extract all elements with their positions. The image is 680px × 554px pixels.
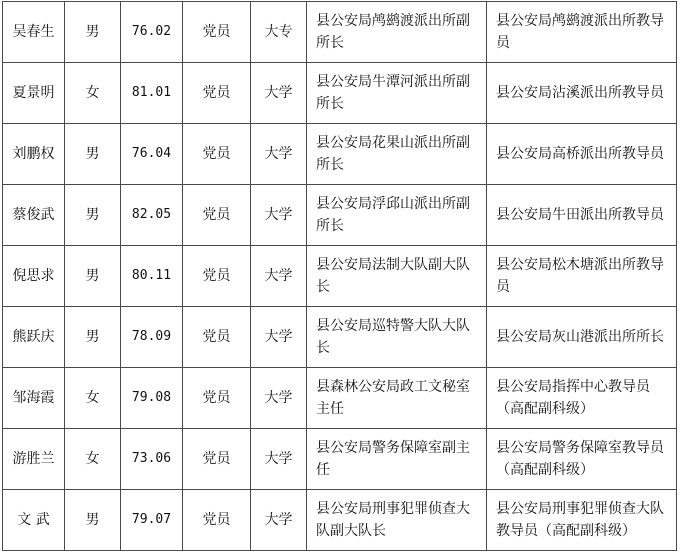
current-position-cell: 县公安局花果山派出所副所长 (307, 124, 487, 185)
gender-cell: 男 (65, 2, 121, 63)
name-cell: 游胜兰 (3, 429, 65, 490)
proposed-position-cell: 县公安局松木塘派出所教导员 (487, 246, 677, 307)
political-status-cell: 党员 (183, 429, 251, 490)
table-row (3, 429, 677, 490)
table-body (3, 2, 677, 551)
score-cell: 76.02 (121, 2, 183, 63)
current-position-cell: 县公安局牛潭河派出所副所长 (307, 63, 487, 124)
table-row (3, 2, 677, 63)
score-cell: 79.07 (121, 490, 183, 551)
personnel-table (2, 1, 677, 551)
table-row (3, 368, 677, 429)
gender-cell: 男 (65, 185, 121, 246)
education-cell: 大学 (251, 429, 307, 490)
gender-cell: 女 (65, 429, 121, 490)
education-cell: 大学 (251, 124, 307, 185)
gender-cell: 女 (65, 368, 121, 429)
political-status-cell: 党员 (183, 124, 251, 185)
score-cell: 79.08 (121, 368, 183, 429)
gender-cell: 男 (65, 307, 121, 368)
gender-cell: 女 (65, 63, 121, 124)
political-status-cell: 党员 (183, 2, 251, 63)
score-cell: 78.09 (121, 307, 183, 368)
proposed-position-cell: 县公安局指挥中心教导员（高配副科级） (487, 368, 677, 429)
name-cell: 文 武 (3, 490, 65, 551)
table-row (3, 185, 677, 246)
gender-cell: 男 (65, 124, 121, 185)
table-row (3, 246, 677, 307)
education-cell: 大学 (251, 185, 307, 246)
current-position-cell: 县公安局巡特警大队大队长 (307, 307, 487, 368)
political-status-cell: 党员 (183, 307, 251, 368)
political-status-cell: 党员 (183, 368, 251, 429)
name-cell: 倪思求 (3, 246, 65, 307)
proposed-position-cell: 县公安局刑事犯罪侦查大队教导员（高配副科级） (487, 490, 677, 551)
education-cell: 大学 (251, 307, 307, 368)
education-cell: 大学 (251, 368, 307, 429)
score-cell: 76.04 (121, 124, 183, 185)
gender-cell: 男 (65, 490, 121, 551)
table-row (3, 307, 677, 368)
political-status-cell: 党员 (183, 246, 251, 307)
current-position-cell: 县公安局刑事犯罪侦查大队副大队长 (307, 490, 487, 551)
score-cell: 81.01 (121, 63, 183, 124)
political-status-cell: 党员 (183, 63, 251, 124)
current-position-cell: 县公安局鸬鹚渡派出所副所长 (307, 2, 487, 63)
score-cell: 73.06 (121, 429, 183, 490)
name-cell: 蔡俊武 (3, 185, 65, 246)
name-cell: 邹海霞 (3, 368, 65, 429)
proposed-position-cell: 县公安局鸬鹚渡派出所教导员 (487, 2, 677, 63)
table-row (3, 124, 677, 185)
current-position-cell: 县公安局浮邱山派出所副所长 (307, 185, 487, 246)
gender-cell: 男 (65, 246, 121, 307)
proposed-position-cell: 县公安局高桥派出所教导员 (487, 124, 677, 185)
name-cell: 刘鹏权 (3, 124, 65, 185)
score-cell: 80.11 (121, 246, 183, 307)
current-position-cell: 县森林公安局政工文秘室主任 (307, 368, 487, 429)
score-cell: 82.05 (121, 185, 183, 246)
proposed-position-cell: 县公安局沾溪派出所教导员 (487, 63, 677, 124)
proposed-position-cell: 县公安局牛田派出所教导员 (487, 185, 677, 246)
current-position-cell: 县公安局警务保障室副主任 (307, 429, 487, 490)
proposed-position-cell: 县公安局灰山港派出所所长 (487, 307, 677, 368)
education-cell: 大学 (251, 490, 307, 551)
name-cell: 夏景明 (3, 63, 65, 124)
current-position-cell: 县公安局法制大队副大队长 (307, 246, 487, 307)
table-row (3, 490, 677, 551)
education-cell: 大学 (251, 63, 307, 124)
education-cell: 大专 (251, 2, 307, 63)
education-cell: 大学 (251, 246, 307, 307)
table-row (3, 63, 677, 124)
name-cell: 熊跃庆 (3, 307, 65, 368)
political-status-cell: 党员 (183, 490, 251, 551)
name-cell: 吴春生 (3, 2, 65, 63)
proposed-position-cell: 县公安局警务保障室教导员（高配副科级） (487, 429, 677, 490)
political-status-cell: 党员 (183, 185, 251, 246)
